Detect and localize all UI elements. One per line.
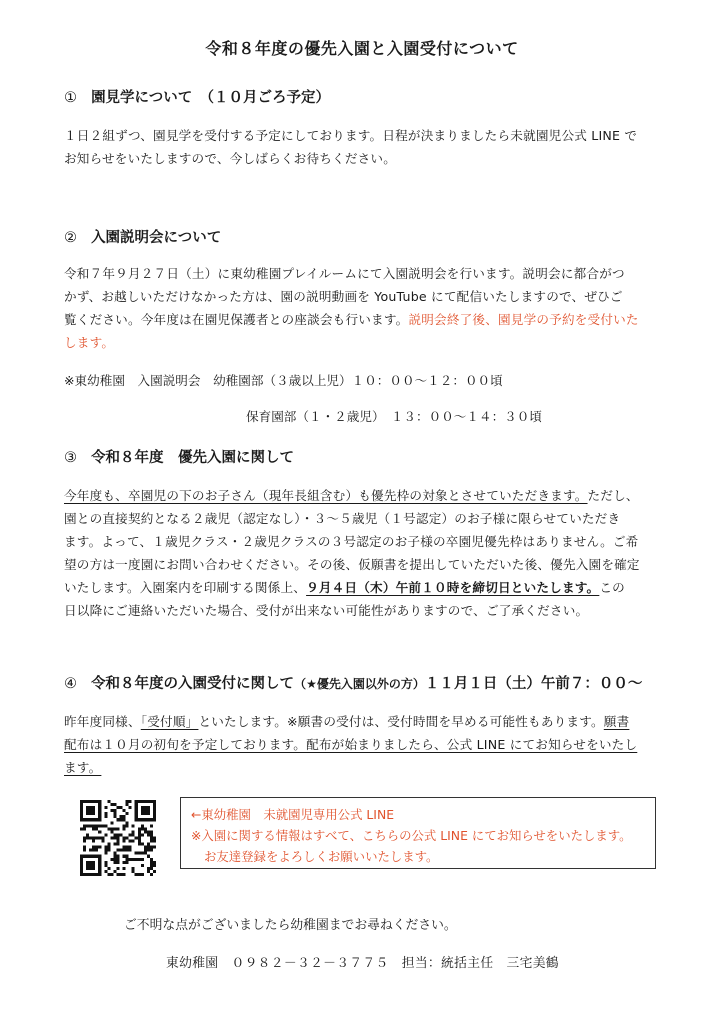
section3-title: 令和８年度 優先入園に関して bbox=[91, 450, 295, 466]
section3-line-3: ます。よって、１歳児クラス・２歳児クラスの３号認定のお子様の卒園児優先枠はありません。ご希 bbox=[64, 534, 639, 549]
section2-number: ② bbox=[64, 230, 77, 246]
section3-line-1-rest: ただし、 bbox=[587, 488, 639, 503]
section3-line-5 bbox=[64, 576, 668, 599]
qr-code-icon[interactable] bbox=[80, 800, 156, 876]
section3-heading bbox=[64, 446, 294, 467]
section3-line-6: 日以降にご連絡いただいた場合、受付が出来ない可能性がありますので、ご了承ください。 bbox=[64, 603, 589, 618]
section4-line-1-a: 昨年度同様、 bbox=[64, 714, 141, 729]
section4-line-1-c: といたします。※願書の受付は、受付時間を早める可能性もあります。 bbox=[198, 714, 604, 729]
section2-line-2: かず、お越しいただけなかった方は、園の説明動画を YouTube にて配信いたしますので、ぜひご bbox=[64, 289, 623, 304]
section2-body bbox=[64, 262, 668, 354]
section2-heading bbox=[64, 226, 221, 247]
section4-body bbox=[64, 710, 668, 779]
schedule-kindergarten: ※東幼稚園 入園説明会 幼稚園部（３歳以上児）１０：００～１２：００頃 bbox=[64, 373, 503, 388]
section3-number: ③ bbox=[64, 450, 77, 466]
linebox-line-1: ←東幼稚園 未就園児専用公式 LINE bbox=[191, 807, 395, 822]
section4-first-come: 「受付順」 bbox=[140, 714, 199, 729]
section1-body bbox=[64, 124, 668, 170]
page-title: 令和８年度の優先入園と入園受付について bbox=[205, 39, 519, 58]
section4-subtitle: （★優先入園以外の方） bbox=[294, 677, 425, 691]
footer-message: ご不明な点がございましたら幼稚園までお尋ねください。 bbox=[124, 918, 457, 933]
section4-line-3: ます。 bbox=[64, 760, 102, 775]
section2-line-3-text: 覧ください。今年度は在園児保護者との座談会も行います。 bbox=[64, 312, 409, 327]
section3-body bbox=[64, 484, 668, 622]
section2-line-1: 令和７年９月２７日（土）に東幼稚園プレイルームにて入園説明会を行います。説明会に都合がつ bbox=[64, 266, 625, 281]
section4-line-1 bbox=[64, 710, 668, 733]
section3-line-4: 望の方は一度園にお問い合わせください。その後、仮願書を提出していただいた後、優先入園を確定 bbox=[64, 557, 640, 572]
section4-title: 令和８年度の入園受付に関して bbox=[91, 676, 295, 692]
section2-line-4: します。 bbox=[64, 335, 115, 350]
section3-line-5-a: いたします。入園案内を印刷する関係上、 bbox=[64, 580, 307, 595]
section4-heading bbox=[64, 672, 642, 693]
section4-date: １１月１日（土）午前７：００～ bbox=[424, 676, 643, 692]
section1-title: 園見学について （１０月ごろ予定） bbox=[91, 90, 331, 106]
section1-heading bbox=[64, 86, 330, 107]
linebox-line-2: ※入園に関する情報はすべて、こちらの公式 LINE にてお知らせをいたします。 bbox=[191, 828, 632, 843]
linebox-line-3: お友達登録をよろしくお願いいたします。 bbox=[204, 849, 439, 864]
footer-contact: 東幼稚園 ０９８２－３２－３７７５ 担当：統括主任 三宅美鶴 bbox=[166, 956, 559, 971]
section3-line-2: 園との直接契約となる２歳児（認定なし）・３～５歳児（１号認定）のお子様に限らせていただき bbox=[64, 511, 621, 526]
section1-number: ① bbox=[64, 90, 77, 106]
section1-line-2: お知らせをいたしますので、今しばらくお待ちください。 bbox=[64, 151, 397, 166]
section3-line-1 bbox=[64, 484, 668, 507]
section1-line-1: １日２組ずつ、園見学を受付する予定にしております。日程が決まりましたら未就園児公式 LINE で bbox=[64, 128, 638, 143]
section4-line-2: 配布は１０月の初旬を予定しております。配布が始まりましたら、公式 LINE にてお知らせをいたし bbox=[64, 737, 638, 752]
line-info-box bbox=[180, 797, 656, 869]
schedule-nursery: 保育園部（１・２歳児） １３：００～１４：３０頃 bbox=[246, 409, 542, 424]
section3-line-5-c: この bbox=[599, 580, 625, 595]
section2-title: 入園説明会について bbox=[91, 230, 222, 246]
section3-underlined: 今年度も、卒園児の下のお子さん（現年長組含む）も優先枠の対象とさせていただきます。 bbox=[64, 488, 588, 503]
section4-number: ④ bbox=[64, 676, 77, 692]
section2-highlight: 説明会終了後、園見学の予約を受付いた bbox=[408, 312, 639, 327]
section4-line-1-d: 願書 bbox=[603, 714, 630, 729]
section2-line-3 bbox=[64, 308, 668, 331]
section3-deadline: ９月４日（木）午前１０時を締切日といたします。 bbox=[306, 580, 600, 595]
